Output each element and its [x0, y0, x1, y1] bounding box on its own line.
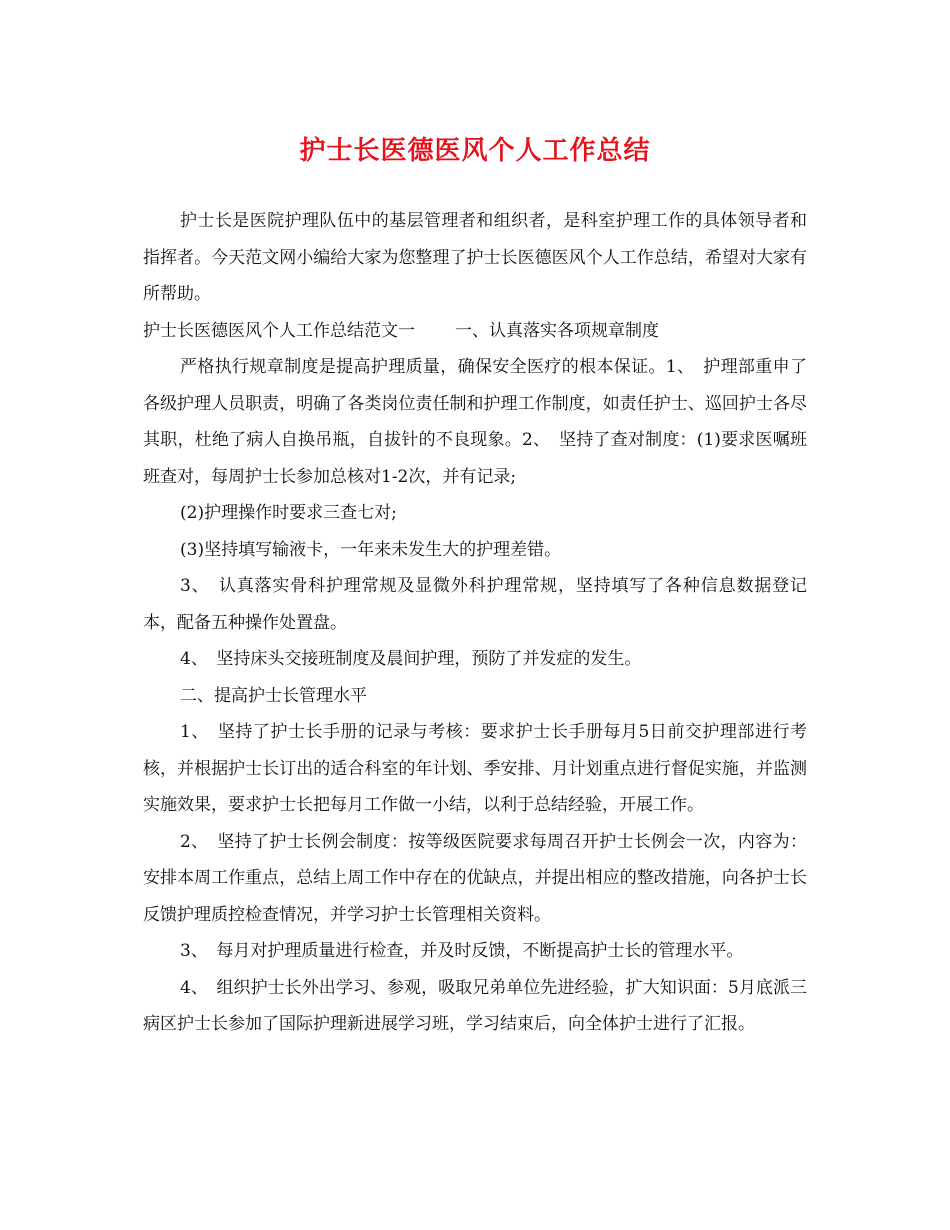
section-heading-line [143, 313, 807, 350]
body-paragraph: 3、 认真落实骨科护理常规及显微外科护理常规，坚持填写了各种信息数据登记本，配备五种操作处置盘。 [143, 576, 807, 633]
body-paragraph: 4、 坚持床头交接班制度及晨间护理，预防了并发症的发生。 [180, 649, 642, 669]
subheading-title: 护士长医德医风个人工作总结范文一 [143, 320, 415, 341]
body-paragraph: 严格执行规章制度是提高护理质量，确保安全医疗的根本保证。1、 护理部重申了各级护理人员职责，明确了各类岗位责任制和护理工作制度，如责任护士、巡回护士各尽其职，杜绝了病人自换吊瓶，自拔针的不良现象。2、 坚持了查对制度：(1)要求医嘱班班查对，每周护士长参加总核对1-2次，并有记录; [143, 357, 807, 487]
document-title: 护士长医德医风个人工作总结 [299, 136, 651, 166]
subheading-section: 一、认真落实各项规章制度 [455, 320, 659, 341]
body-paragraph: 1、 坚持了护士长手册的记录与考核：要求护士长手册每月5日前交护理部进行考核，并根据护士长订出的适合科室的年计划、季安排、月计划重点进行督促实施，并监测实施效果，要求护士长把每月工作做一小结，以利于总结经验，开展工作。 [143, 722, 807, 815]
document-body [143, 203, 807, 1043]
section-heading: 二、提高护士长管理水平 [180, 685, 367, 706]
intro-paragraph: 护士长是医院护理队伍中的基层管理者和组织者，是科室护理工作的具体领导者和指挥者。今天范文网小编给大家为您整理了护士长医德医风个人工作总结，希望对大家有所帮助。 [143, 211, 807, 304]
body-paragraph: 4、 组织护士长外出学习、参观，吸取兄弟单位先进经验，扩大知识面：5月底派三病区护士长参加了国际护理新进展学习班，学习结束后，向全体护士进行了汇报。 [143, 977, 807, 1034]
body-paragraph: 3、 每月对护理质量进行检查，并及时反馈，不断提高护士长的管理水平。 [180, 941, 744, 961]
body-paragraph: (2)护理操作时要求三查七对; [180, 503, 397, 523]
body-paragraph: 2、 坚持了护士长例会制度：按等级医院要求每周召开护士长例会一次，内容为：安排本周工作重点，总结上周工作中存在的优缺点，并提出相应的整改措施，向各护士长反馈护理质控检查情况，并学习护士长管理相关资料。 [143, 831, 807, 925]
body-paragraph: (3)坚持填写输液卡，一年来未发生大的护理差错。 [180, 539, 562, 560]
